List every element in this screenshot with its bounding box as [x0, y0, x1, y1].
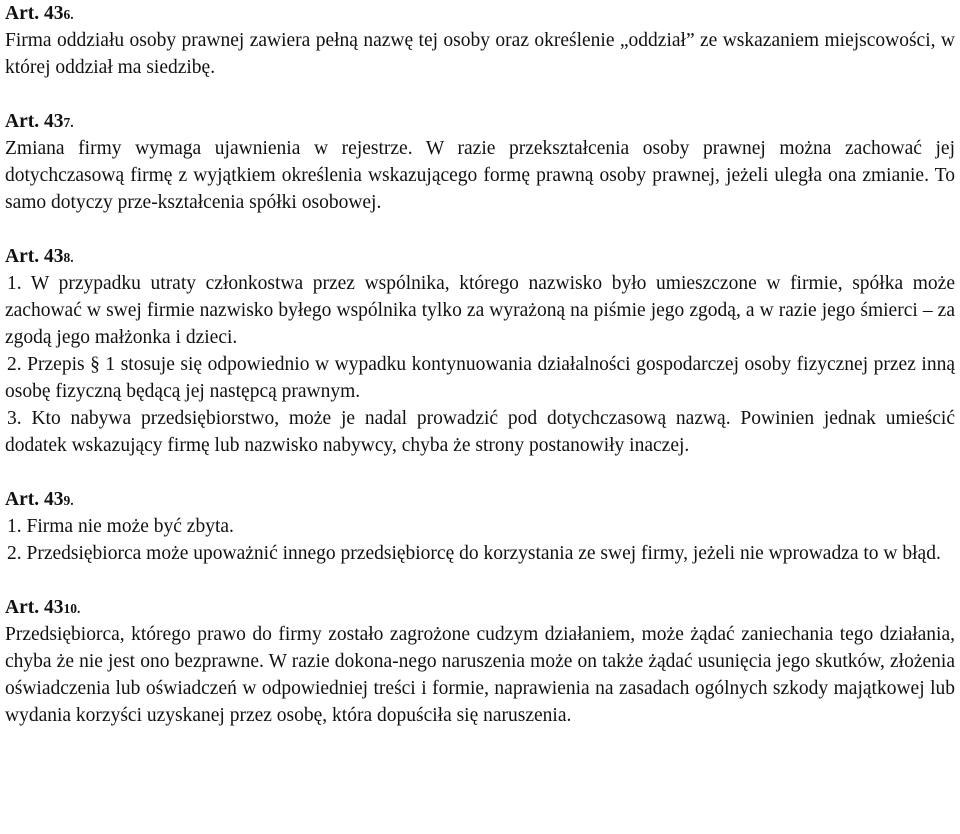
- article-heading: [5, 243, 955, 270]
- article-43-9: [5, 486, 955, 567]
- paragraph-text: Przedsiębiorca, którego prawo do firmy zostało zagrożone cudzym działaniem, może żądać zaniechania tego działania, chyba że nie jest ono bezprawne. W razie dokona-nego naruszenia może on także żądać usunięcia jego skutków, złożenia oświadczenia lub oświadczeń w odpowiedniej treści i formie, naprawienia na zasadach ogólnych szkody majątkowej lub wydania korzyści uzyskanej przez osobę, która dopuściła się naruszenia.: [5, 624, 955, 726]
- document-page: [5, 0, 955, 756]
- article-paragraph: [5, 513, 955, 540]
- article-heading-prefix: Art. 43: [5, 246, 64, 267]
- article-heading-prefix: Art. 43: [5, 597, 64, 618]
- paragraph-text: Przedsiębiorca może upoważnić innego przedsiębiorcę do korzystania ze swej firmy, jeżeli nie wprowadza to w błąd.: [26, 543, 941, 564]
- article-paragraph: [5, 270, 955, 351]
- paragraph-text: Kto nabywa przedsiębiorstwo, może je nadal prowadzić pod dotychczasową nazwą. Powinien jednak umieścić dodatek wskazujący firmę lub nazwisko nabywcy, chyba że strony postanowiły inaczej.: [5, 408, 955, 456]
- article-heading: [5, 594, 955, 621]
- article-43-7: [5, 108, 955, 216]
- article-paragraph: [5, 540, 955, 567]
- article-heading-prefix: Art. 43: [5, 3, 64, 24]
- paragraph-number: 2.: [7, 543, 22, 564]
- article-heading-suffix: 6.: [63, 7, 74, 22]
- article-heading: [5, 0, 955, 27]
- article-43-6: [5, 0, 955, 81]
- article-heading-prefix: Art. 43: [5, 111, 64, 132]
- paragraph-text: W przypadku utraty członkostwa przez wspólnika, którego nazwisko było umieszczone w firmie, spółka może zachować w swej firmie nazwisko byłego wspólnika tylko za wyrażoną na piśmie jego zgodą, a w razie jego śmierci – za zgodą jego małżonka i dzieci.: [5, 273, 955, 348]
- article-heading-suffix: 9.: [63, 493, 74, 508]
- paragraph-text: Zmiana firmy wymaga ujawnienia w rejestrze. W razie przekształcenia osoby prawnej można zachować jej dotychczasową firmę z wyjątkiem określenia wskazującego formę prawną osoby prawnej, jeżeli uległa ona zmianie. To samo dotyczy prze-kształcenia spółki osobowej.: [5, 138, 955, 213]
- article-paragraph: [5, 621, 955, 729]
- article-heading-suffix: 10.: [63, 601, 81, 616]
- paragraph-text: Firma oddziału osoby prawnej zawiera pełną nazwę tej osoby oraz określenie „oddział” ze wskazaniem miejscowości, w której oddział ma siedzibę.: [5, 30, 955, 78]
- article-43-10: [5, 594, 955, 729]
- article-paragraph: [5, 27, 955, 81]
- paragraph-number: 3.: [7, 408, 22, 429]
- paragraph-number: 1.: [7, 273, 22, 294]
- article-paragraph: [5, 405, 955, 459]
- article-heading: [5, 486, 955, 513]
- article-heading-prefix: Art. 43: [5, 489, 64, 510]
- article-heading: [5, 108, 955, 135]
- paragraph-text: Przepis § 1 stosuje się odpowiednio w wypadku kontynuowania działalności gospodarczej osoby fizycznej przez inną osobę fizyczną będącą jej następcą prawnym.: [5, 354, 955, 402]
- paragraph-text: Firma nie może być zbyta.: [26, 516, 234, 537]
- article-paragraph: [5, 351, 955, 405]
- article-paragraph: [5, 135, 955, 216]
- paragraph-number: 2.: [7, 354, 22, 375]
- paragraph-number: 1.: [7, 516, 22, 537]
- article-heading-suffix: 8.: [63, 250, 74, 265]
- article-43-8: [5, 243, 955, 459]
- article-heading-suffix: 7.: [63, 115, 74, 130]
